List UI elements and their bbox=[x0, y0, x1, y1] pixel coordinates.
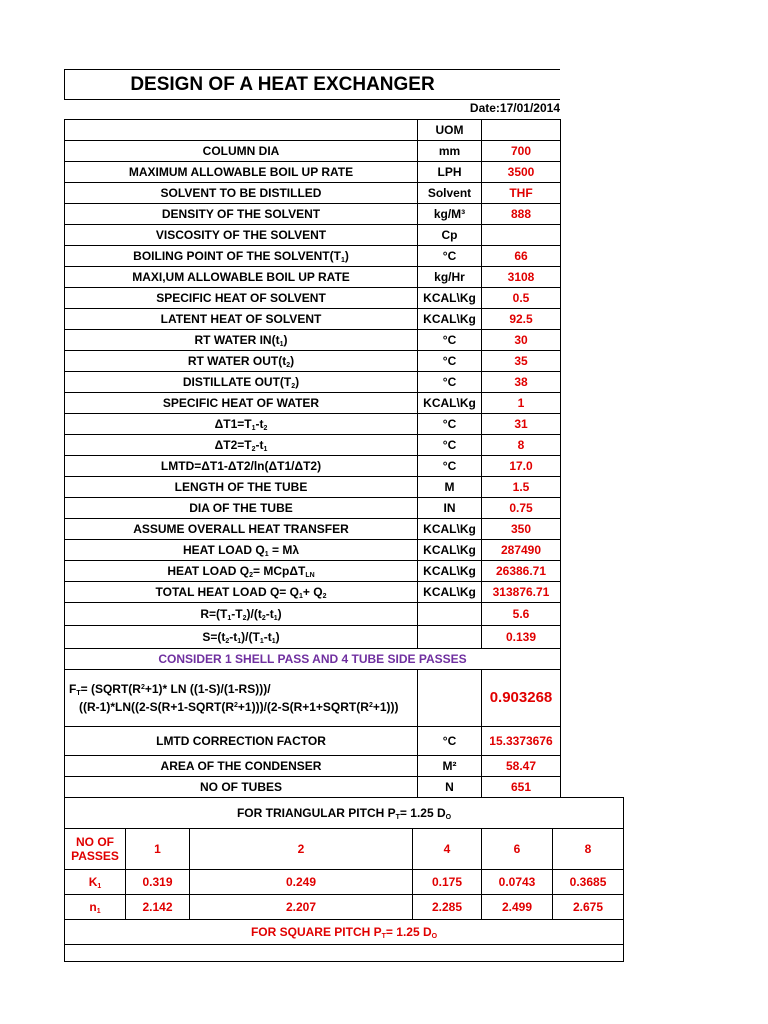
table-row bbox=[65, 309, 561, 330]
pitch-title-row bbox=[65, 798, 624, 829]
n-row bbox=[65, 895, 624, 920]
subscript: 1 bbox=[271, 638, 276, 645]
row-uom: °C bbox=[418, 435, 482, 456]
n-cell: 2.142 bbox=[126, 895, 190, 920]
table-row bbox=[65, 372, 561, 393]
subscript: 2 bbox=[261, 615, 266, 622]
r-formula-row bbox=[65, 603, 561, 626]
pitch-table-body bbox=[65, 798, 624, 962]
row-value: 30 bbox=[482, 330, 561, 351]
row-value: 31 bbox=[482, 414, 561, 435]
s-formula-row-uom bbox=[418, 626, 482, 649]
row-label: SOLVENT TO BE DISTILLED bbox=[65, 183, 418, 204]
subscript: 1 bbox=[264, 551, 269, 558]
pitch-table bbox=[64, 797, 624, 962]
subscript: 1 bbox=[251, 425, 256, 432]
subscript: T bbox=[76, 690, 81, 697]
row-label: SPECIFIC HEAT OF SOLVENT bbox=[65, 288, 418, 309]
row-value: THF bbox=[482, 183, 561, 204]
row-label: LMTD CORRECTION FACTOR bbox=[65, 727, 418, 756]
row-label: MAXIMUM ALLOWABLE BOIL UP RATE bbox=[65, 162, 418, 183]
table-row bbox=[65, 498, 561, 519]
n-label: $n_1$ bbox=[65, 895, 126, 920]
subscript: 1 bbox=[273, 615, 278, 622]
row-uom: °C bbox=[418, 351, 482, 372]
design-table-body bbox=[65, 120, 561, 798]
passes-cell: 4 bbox=[413, 829, 482, 870]
row-uom: M² bbox=[418, 756, 482, 777]
row-value: 700 bbox=[482, 141, 561, 162]
row-label: RT WATER $IN(t_1)$ bbox=[65, 330, 418, 351]
table-row bbox=[65, 225, 561, 246]
subscript: 1 bbox=[263, 446, 268, 453]
superscript: 2 bbox=[234, 702, 238, 709]
row-uom: M bbox=[418, 477, 482, 498]
row-uom: °C bbox=[418, 246, 482, 267]
subscript: 2 bbox=[322, 593, 327, 600]
table-row bbox=[65, 246, 561, 267]
ft-formula-line1: $F_T=$ ($SQRT(R^2+1)*$ LN ((1-S)/(1-RS)))/ bbox=[69, 682, 271, 697]
r-formula-row-value: 5.6 bbox=[482, 603, 561, 626]
table-row bbox=[65, 414, 561, 435]
superscript: 2 bbox=[140, 684, 145, 691]
row-value: 8 bbox=[482, 435, 561, 456]
row-label: HEAT LOAD $Q_2= MCp\Delta T_{LN}$ bbox=[65, 561, 418, 582]
n-cell: 2.207 bbox=[190, 895, 413, 920]
table-row bbox=[65, 519, 561, 540]
n-cell: 2.285 bbox=[413, 895, 482, 920]
row-value: 35 bbox=[482, 351, 561, 372]
row-value: 888 bbox=[482, 204, 561, 225]
k-row bbox=[65, 870, 624, 895]
table-row bbox=[65, 477, 561, 498]
uom-header: UOM bbox=[418, 120, 482, 141]
row-uom: KCAL\Kg bbox=[418, 519, 482, 540]
subscript: O bbox=[445, 814, 452, 821]
row-uom: mm bbox=[418, 141, 482, 162]
passes-cell: 6 bbox=[482, 829, 553, 870]
row-label: DISTILLATE $OUT(T_2)$ bbox=[65, 372, 418, 393]
passes-label: NO OF PASSES bbox=[65, 829, 126, 870]
row-value: 1.5 bbox=[482, 477, 561, 498]
row-uom: kg/M³ bbox=[418, 204, 482, 225]
table-row bbox=[65, 777, 561, 798]
subscript: 2 bbox=[291, 383, 296, 390]
row-value: 287490 bbox=[482, 540, 561, 561]
header-blank bbox=[65, 120, 418, 141]
row-value: 38 bbox=[482, 372, 561, 393]
passes-row bbox=[65, 829, 624, 870]
row-label: SPECIFIC HEAT OF WATER bbox=[65, 393, 418, 414]
table-header-row bbox=[65, 120, 561, 141]
row-label: NO OF TUBES bbox=[65, 777, 418, 798]
s-formula-row-label: $S=(t_2-t_1)/(T_1-t_1)$ bbox=[65, 626, 418, 649]
row-uom: KCAL\Kg bbox=[418, 582, 482, 603]
page-title: DESIGN OF A HEAT EXCHANGER bbox=[130, 73, 435, 95]
subscript: 1 bbox=[259, 638, 264, 645]
row-uom: KCAL\Kg bbox=[418, 561, 482, 582]
subscript: 1 bbox=[96, 908, 101, 915]
row-value: 26386.71 bbox=[482, 561, 561, 582]
subscript: 2 bbox=[242, 615, 247, 622]
superscript: 2 bbox=[368, 702, 373, 709]
s-formula-row bbox=[65, 626, 561, 649]
table-row bbox=[65, 330, 561, 351]
subscript: 2 bbox=[251, 446, 256, 453]
r-formula-row-uom bbox=[418, 603, 482, 626]
triangular-pitch-title: FOR TRIANGULAR PITCH $P_T= 1.25$ $D_O$ bbox=[65, 798, 624, 829]
row-uom: °C bbox=[418, 727, 482, 756]
row-label: AREA OF THE CONDENSER bbox=[65, 756, 418, 777]
row-value: 651 bbox=[482, 777, 561, 798]
consider-note: CONSIDER 1 SHELL PASS AND 4 TUBE SIDE PASSES bbox=[65, 649, 561, 670]
n-cell: 2.499 bbox=[482, 895, 553, 920]
pitch-blank-row bbox=[65, 945, 624, 962]
row-label: COLUMN DIA bbox=[65, 141, 418, 162]
row-label: TOTAL HEAT LOAD $Q= Q_1+ Q_2$ bbox=[65, 582, 418, 603]
row-value bbox=[482, 225, 561, 246]
row-label: LENGTH OF THE TUBE bbox=[65, 477, 418, 498]
row-label: RT WATER $OUT(t_2)$ bbox=[65, 351, 418, 372]
k-cell: 0.3685 bbox=[553, 870, 624, 895]
subscript: 2 bbox=[225, 638, 230, 645]
row-label: DENSITY OF THE SOLVENT bbox=[65, 204, 418, 225]
table-row bbox=[65, 162, 561, 183]
row-uom: LPH bbox=[418, 162, 482, 183]
r-formula-row-label: $R=(T_1-T_2)/(t_2-t_1)$ bbox=[65, 603, 418, 626]
table-row bbox=[65, 351, 561, 372]
row-label: LATENT HEAT OF SOLVENT bbox=[65, 309, 418, 330]
row-uom: KCAL\Kg bbox=[418, 288, 482, 309]
row-label: DIA OF THE TUBE bbox=[65, 498, 418, 519]
row-label: MAXI,UM ALLOWABLE BOIL UP RATE bbox=[65, 267, 418, 288]
ft-formula-row bbox=[65, 670, 561, 727]
k-cell: 0.319 bbox=[126, 870, 190, 895]
table-row bbox=[65, 267, 561, 288]
subscript: T bbox=[381, 933, 386, 940]
table-row bbox=[65, 561, 561, 582]
row-label: LMTD=ΔT1-ΔT2/ln(ΔT1/ΔT2) bbox=[65, 456, 418, 477]
subscript: O bbox=[431, 933, 438, 940]
row-value: 313876.71 bbox=[482, 582, 561, 603]
square-title-row bbox=[65, 920, 624, 945]
row-value: 17.0 bbox=[482, 456, 561, 477]
table-row bbox=[65, 183, 561, 204]
subscript: 1 bbox=[97, 883, 102, 890]
row-value: 66 bbox=[482, 246, 561, 267]
k-cell: 0.175 bbox=[413, 870, 482, 895]
consider-row bbox=[65, 649, 561, 670]
row-label: ASSUME OVERALL HEAT TRANSFER bbox=[65, 519, 418, 540]
subscript: T bbox=[395, 814, 400, 821]
value-header bbox=[482, 120, 561, 141]
title-box bbox=[64, 69, 560, 100]
subscript: 1 bbox=[340, 257, 345, 264]
ft-formula-label bbox=[65, 670, 418, 727]
table-row bbox=[65, 288, 561, 309]
row-value: 1 bbox=[482, 393, 561, 414]
row-uom: N bbox=[418, 777, 482, 798]
date-label: Date:17/01/2014 bbox=[469, 101, 560, 115]
table-row bbox=[65, 727, 561, 756]
row-label: $\Delta T2=T_2-t_1$ bbox=[65, 435, 418, 456]
row-uom: °C bbox=[418, 372, 482, 393]
subscript: LN bbox=[305, 572, 315, 579]
subscript: 2 bbox=[286, 362, 291, 369]
row-value: 92.5 bbox=[482, 309, 561, 330]
ft-formula-uom bbox=[418, 670, 482, 727]
table-row bbox=[65, 456, 561, 477]
pitch-blank-cell bbox=[65, 945, 624, 962]
row-value: 0.5 bbox=[482, 288, 561, 309]
table-row bbox=[65, 582, 561, 603]
k-label: $K_1$ bbox=[65, 870, 126, 895]
passes-cell: 8 bbox=[553, 829, 624, 870]
subscript: 1 bbox=[227, 615, 232, 622]
row-value: 350 bbox=[482, 519, 561, 540]
row-value: 3108 bbox=[482, 267, 561, 288]
subscript: 2 bbox=[249, 572, 254, 579]
row-label: VISCOSITY OF THE SOLVENT bbox=[65, 225, 418, 246]
row-label: BOILING POINT OF THE $SOLVENT(T_1)$ bbox=[65, 246, 418, 267]
passes-cell: 1 bbox=[126, 829, 190, 870]
k-cell: 0.0743 bbox=[482, 870, 553, 895]
row-value: 0.75 bbox=[482, 498, 561, 519]
table-row bbox=[65, 756, 561, 777]
subscript: 1 bbox=[279, 341, 284, 348]
row-label: HEAT LOAD $Q_1 = M\lambda$ bbox=[65, 540, 418, 561]
row-uom: kg/Hr bbox=[418, 267, 482, 288]
row-uom: Cp bbox=[418, 225, 482, 246]
row-uom: °C bbox=[418, 456, 482, 477]
row-uom: °C bbox=[418, 330, 482, 351]
table-row bbox=[65, 540, 561, 561]
design-table bbox=[64, 119, 561, 798]
row-value: 3500 bbox=[482, 162, 561, 183]
row-uom: Solvent bbox=[418, 183, 482, 204]
table-row bbox=[65, 435, 561, 456]
table-row bbox=[65, 393, 561, 414]
row-value: 15.3373676 bbox=[482, 727, 561, 756]
row-label: $\Delta T1=T_1-t_2$ bbox=[65, 414, 418, 435]
table-row bbox=[65, 204, 561, 225]
s-formula-row-value: 0.139 bbox=[482, 626, 561, 649]
row-uom: KCAL\Kg bbox=[418, 540, 482, 561]
subscript: 2 bbox=[263, 425, 268, 432]
subscript: 1 bbox=[298, 593, 303, 600]
row-value: 58.47 bbox=[482, 756, 561, 777]
ft-formula-line2: ($(R-1)*LN((2-S(R+1-SQRT(R^2+1)))/(2-S(R+1+SQRT(R^2+1)))$ bbox=[79, 700, 399, 714]
k-cell: 0.249 bbox=[190, 870, 413, 895]
subscript: 1 bbox=[237, 638, 242, 645]
ft-formula-value: 0.903268 bbox=[482, 670, 561, 727]
row-uom: °C bbox=[418, 414, 482, 435]
table-row bbox=[65, 141, 561, 162]
n-cell: 2.675 bbox=[553, 895, 624, 920]
row-uom: IN bbox=[418, 498, 482, 519]
square-pitch-title: FOR SQUARE PITCH $P_T= 1.25$ $D_O$ bbox=[65, 920, 624, 945]
row-uom: KCAL\Kg bbox=[418, 393, 482, 414]
passes-cell: 2 bbox=[190, 829, 413, 870]
row-uom: KCAL\Kg bbox=[418, 309, 482, 330]
